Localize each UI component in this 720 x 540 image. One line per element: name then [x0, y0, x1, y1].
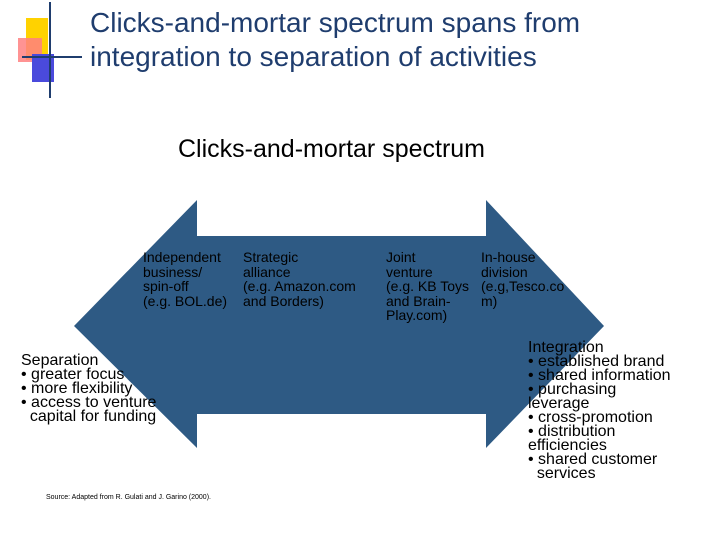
title-line-1: Clicks-and-mortar spectrum spans from	[90, 7, 581, 38]
column-line: (e.g,Tesco.co	[481, 278, 565, 294]
separation-line: • more flexibility	[21, 380, 133, 397]
integration-line: Integration	[528, 339, 604, 356]
spectrum-heading: Clicks-and-mortar spectrum	[178, 135, 486, 163]
integration-line: efficiencies	[528, 437, 607, 454]
separation-line: capital for funding	[21, 408, 157, 425]
column-line: In-house	[481, 249, 536, 265]
column-line: alliance	[243, 263, 291, 280]
integration-line: • established brand	[528, 353, 665, 370]
column-line: (e.g. Amazon.com	[243, 278, 356, 294]
column-line: and Borders)	[243, 292, 324, 309]
source-note: Source: Adapted from R. Gulati and J. Garino (2000).	[46, 494, 211, 501]
column-joint-venture	[386, 250, 469, 323]
column-line: spin-off	[143, 278, 189, 294]
integration-line: services	[528, 465, 596, 482]
column-line: venture	[386, 263, 433, 280]
separation-line: Separation	[21, 352, 99, 369]
integration-line: • shared customer	[528, 451, 658, 468]
column-in-house	[481, 250, 564, 308]
column-strategic	[243, 250, 356, 308]
column-independent	[143, 250, 227, 308]
integration-line: • shared information	[528, 367, 671, 384]
column-line: (e.g. BOL.de)	[143, 292, 228, 309]
integration-line: leverage	[528, 395, 590, 412]
integration-line: • cross-promotion	[528, 409, 653, 426]
separation-line: • greater focus	[21, 366, 125, 383]
column-line: business/	[143, 263, 203, 280]
integration-line: • purchasing	[528, 381, 617, 398]
column-line: Joint	[386, 249, 416, 265]
column-line: and Brain-	[386, 292, 451, 309]
integration-list	[528, 341, 671, 481]
column-line: Strategic	[243, 249, 299, 265]
column-line: m)	[481, 292, 498, 309]
column-line: (e.g. KB Toys	[386, 278, 470, 294]
title-line-2: integration to separation of activities	[90, 41, 537, 72]
column-line: division	[481, 263, 528, 280]
column-line: Play.com)	[386, 307, 448, 323]
integration-line: • distribution	[528, 423, 616, 440]
separation-line: • access to venture	[21, 394, 157, 411]
column-line: Independent	[143, 249, 221, 265]
separation-list	[21, 354, 156, 424]
